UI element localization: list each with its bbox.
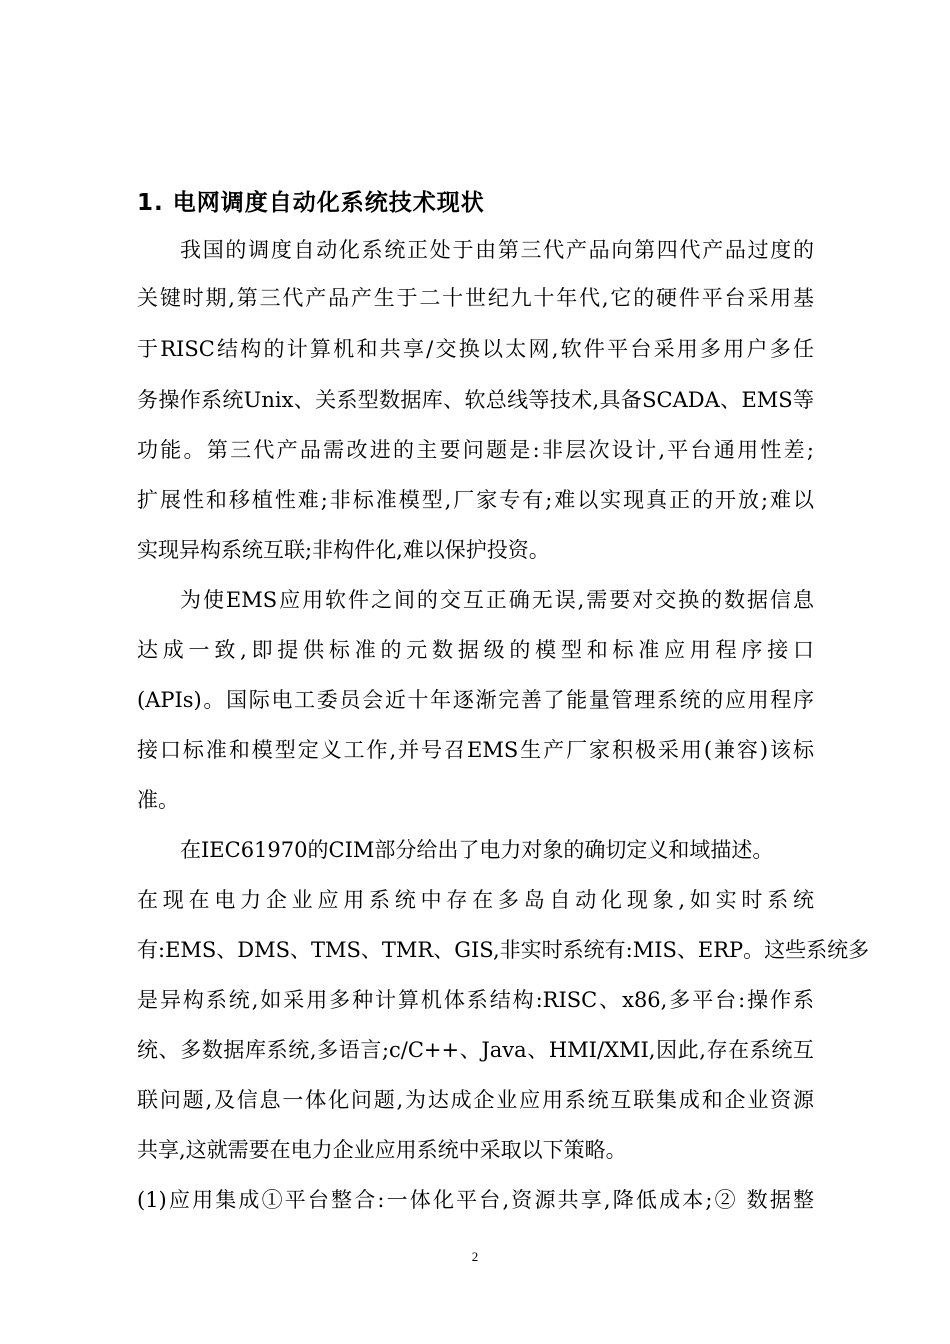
paragraph-line: 务操作系统Unix、关系型数据库、软总线等技术,具备SCADA、EMS等 — [137, 388, 814, 412]
paragraph-line: 功能。第三代产品需改进的主要问题是:非层次设计,平台通用性差; — [137, 438, 814, 462]
paragraph-line: 为使EMS应用软件之间的交互正确无误,需要对交换的数据信息 — [180, 588, 814, 612]
paragraph-line: (1)应用集成①平台整合:一体化平台,资源共享,降低成本;② 数据整 — [137, 1188, 814, 1212]
paragraph-line: 在IEC61970的CIM部分给出了电力对象的确切定义和域描述。 — [180, 838, 774, 862]
paragraph-line: 扩展性和移植性难;非标准模型,厂家专有;难以实现真正的开放;难以 — [137, 488, 814, 512]
paragraph-line: 共享,这就需要在电力企业应用系统中采取以下策略。 — [137, 1138, 627, 1162]
paragraph-line: 准。 — [137, 788, 179, 812]
paragraph-line: 在现在电力企业应用系统中存在多岛自动化现象,如实时系统 — [137, 888, 814, 912]
paragraph-line: (APIs)。国际电工委员会近十年逐渐完善了能量管理系统的应用程序 — [137, 688, 814, 712]
section-heading: 1. 电网调度自动化系统技术现状 — [137, 190, 485, 216]
page-number: 2 — [471, 1249, 479, 1264]
paragraph-line: 达成一致,即提供标准的元数据级的模型和标准应用程序接口 — [137, 638, 814, 662]
paragraph-line: 有:EMS、DMS、TMS、TMR、GIS,非实时系统有:MIS、ERP。这些系统多 — [137, 938, 870, 962]
paragraph-line: 于RISC结构的计算机和共享/交换以太网,软件平台采用多用户多任 — [137, 337, 814, 361]
paragraph-line: 实现异构系统互联;非构件化,难以保护投资。 — [137, 538, 550, 562]
paragraph-line: 关键时期,第三代产品产生于二十世纪九十年代,它的硬件平台采用基 — [137, 286, 814, 310]
paragraph-line: 是异构系统,如采用多种计算机体系结构:RISC、x86,多平台:操作系 — [137, 988, 814, 1012]
paragraph-line: 接口标准和模型定义工作,并号召EMS生产厂家积极采用(兼容)该标 — [137, 738, 814, 762]
paragraph-line: 联问题,及信息一体化问题,为达成企业应用系统互联集成和企业资源 — [137, 1088, 814, 1112]
paragraph-line: 我国的调度自动化系统正处于由第三代产品向第四代产品过度的 — [180, 238, 814, 262]
paragraph-line: 统、多数据库系统,多语言;c/C++、Java、HMI/XMI,因此,存在系统互 — [137, 1038, 814, 1062]
